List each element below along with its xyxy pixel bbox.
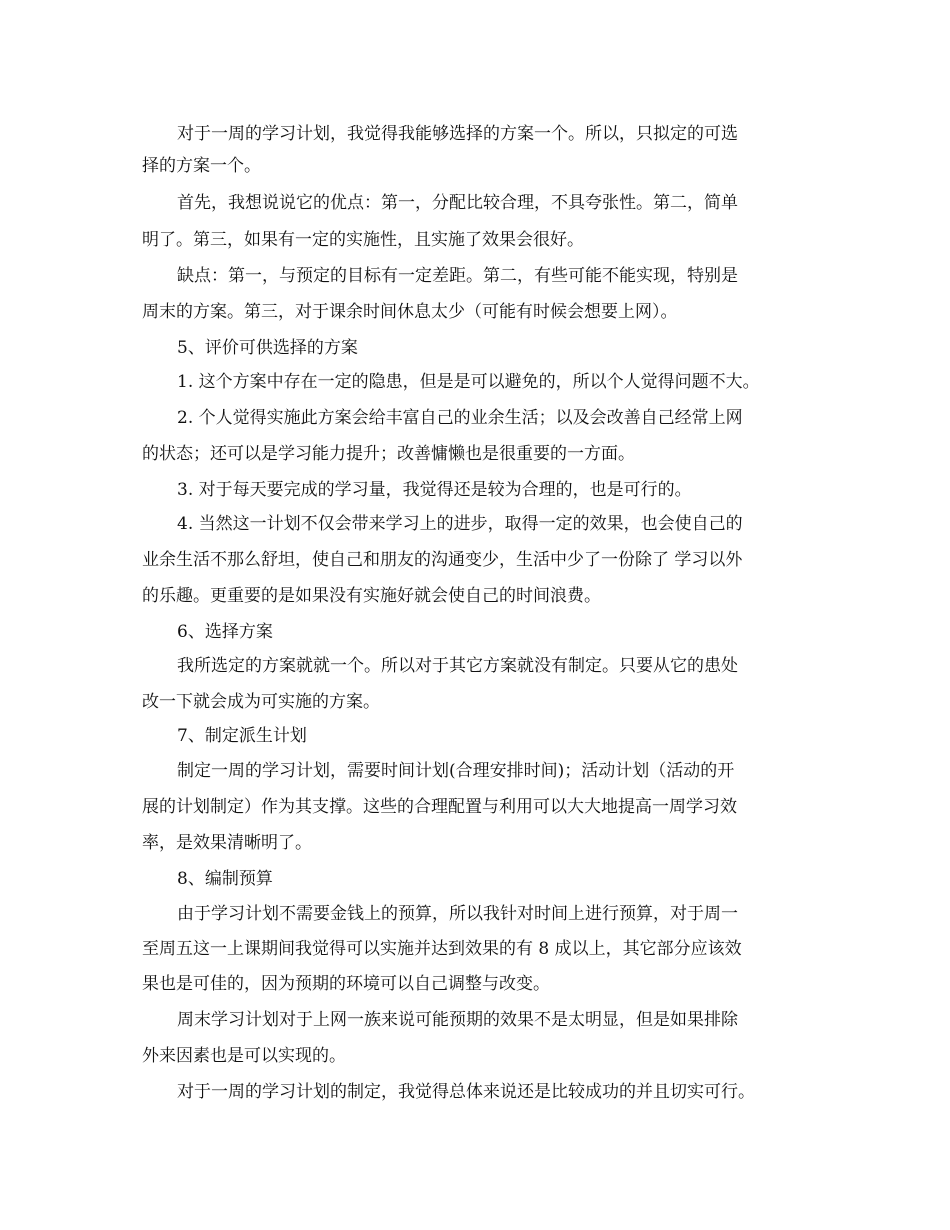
list-item-continuation: 业余生活不那么舒坦，使自己和朋友的沟通变少，生活中少了一份除了 学习以外 — [142, 550, 743, 570]
list-item: 3. 对于每天要完成的学习量，我觉得还是较为合理的，也是可行的。 — [177, 480, 692, 500]
paragraph-line: 周末学习计划对于上网一族来说可能预期的效果不是太明显，但是如果排除 — [177, 1010, 738, 1030]
paragraph-line: 明了。第三，如果有一定的实施性，且实施了效果会很好。 — [142, 230, 584, 250]
section-heading: 8、编制预算 — [177, 869, 273, 889]
paragraph-line: 至周五这一上课期间我觉得可以实施并达到效果的有 8 成以上，其它部分应该效 — [142, 939, 742, 959]
paragraph-line: 改一下就会成为可实施的方案。 — [142, 692, 380, 712]
paragraph-line: 缺点：第一，与预定的目标有一定差距。第二，有些可能不能实现，特别是 — [177, 266, 738, 286]
paragraph-line: 对于一周的学习计划，我觉得我能够选择的方案一个。所以，只拟定的可选 — [177, 124, 738, 144]
paragraph-line: 外来因素也是可以实现的。 — [142, 1046, 346, 1066]
paragraph-line: 制定一周的学习计划，需要时间计划(合理安排时间)；活动计划（活动的开 — [177, 761, 735, 781]
paragraph-line: 果也是可佳的，因为预期的环境可以自己调整与改变。 — [142, 974, 550, 994]
section-heading: 5、评价可供选择的方案 — [177, 338, 358, 358]
paragraph-line: 周末的方案。第三，对于课余时间休息太少（可能有时候会想要上网）。 — [142, 302, 678, 322]
paragraph-line: 我所选定的方案就就一个。所以对于其它方案就没有制定。只要从它的患处 — [177, 656, 738, 676]
list-item: 4. 当然这一计划不仅会带来学习上的进步，取得一定的效果，也会使自己的 — [177, 514, 743, 534]
paragraph-line: 由于学习计划不需要金钱上的预算，所以我针对时间上进行预算，对于周一 — [177, 904, 738, 924]
list-item: 2. 个人觉得实施此方案会给丰富自己的业余生活；以及会改善自己经常上网 — [177, 408, 743, 428]
list-item: 1. 这个方案中存在一定的隐患，但是是可以避免的，所以个人觉得问题不大。 — [177, 372, 760, 392]
list-item-continuation: 的乐趣。更重要的是如果没有实施好就会使自己的时间浪费。 — [142, 586, 601, 606]
paragraph-line: 对于一周的学习计划的制定，我觉得总体来说还是比较成功的并且切实可行。 — [177, 1082, 755, 1102]
paragraph-line: 展的计划制定）作为其支撑。这些的合理配置与利用可以大大地提高一周学习效 — [142, 797, 737, 817]
paragraph-line: 择的方案一个。 — [142, 156, 261, 176]
paragraph-line: 首先，我想说说它的优点：第一，分配比较合理，不具夸张性。第二，简单 — [177, 193, 738, 213]
section-heading: 6、选择方案 — [177, 622, 273, 642]
section-heading: 7、制定派生计划 — [177, 726, 307, 746]
paragraph-line: 率，是效果清晰明了。 — [142, 833, 312, 853]
list-item-continuation: 的状态；还可以是学习能力提升；改善慵懒也是很重要的一方面。 — [142, 444, 635, 464]
